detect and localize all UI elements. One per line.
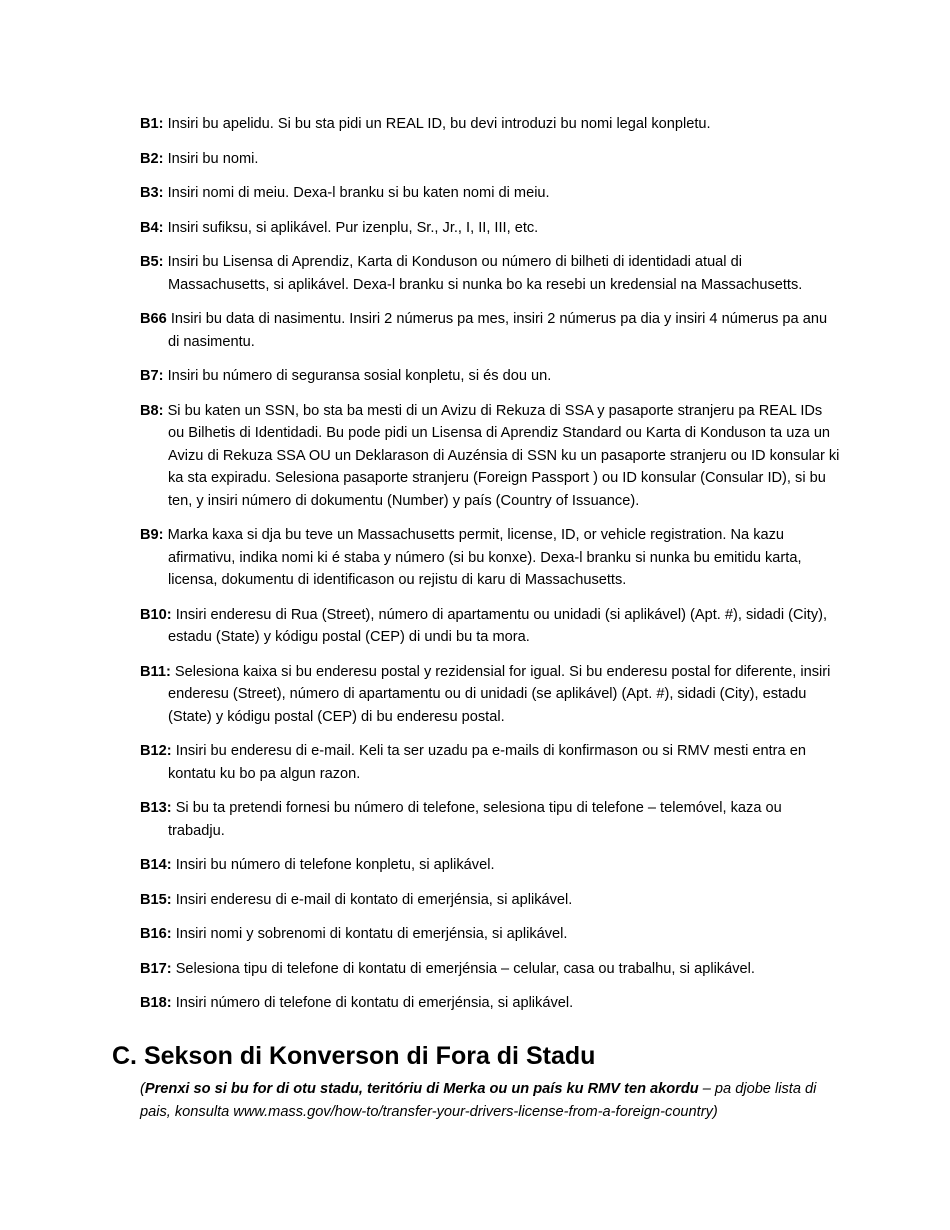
item-text: Insiri enderesu di Rua (Street), número di apartamentu ou unidadi (si aplikável) (Apt. #), sidadi (City), estadu (State) y kódigu postal (CEP) di undi bu ta mora.	[168, 606, 828, 645]
instruction-item	[140, 524, 840, 592]
item-code: B7:	[140, 368, 164, 384]
instruction-item	[140, 958, 840, 981]
item-text: Si bu katen un SSN, bo sta ba mesti di un Avizu di Rekuza di SSA y pasaporte stranjeru pa REAL IDs ou Bilhetis di Identidadi. Bu pode pidi un Lisensa di Aprendiz Standard ou Karta di Konduson ta uza un Avizu di Rekuza SSA OU un Deklarason di Auzénsia di SSN ku un pasaporte stranjeru ou ID konsular ki ka sta expiradu. Selesiona pasaporte stranjeru (Foreign Passport ) ou ID konsular (Consular ID), si bu ten, y insiri número di dokumentu (Number) y país (Country of Issuance).	[163, 402, 840, 509]
item-code: B9:	[140, 527, 164, 543]
item-code: B5:	[140, 254, 164, 270]
item-code: B15:	[140, 891, 172, 908]
item-text: Insiri bu Lisensa di Aprendiz, Karta di Konduson ou número di bilheti di identidadi atual di Massachusetts, si aplikável. Dexa-l branku si nunka bo ka resebi un kredensial na Massachusetts.	[163, 254, 803, 293]
item-text: Insiri bu número di seguransa sosial konpletu, si és dou un.	[163, 368, 552, 384]
instruction-item	[140, 740, 840, 785]
instruction-item	[140, 923, 840, 946]
item-text: Insiri número di telefone di kontatu di emerjénsia, si aplikável.	[171, 995, 574, 1011]
instruction-item	[140, 604, 840, 649]
item-text: Selesiona kaixa si bu enderesu postal y rezidensial for igual. Si bu enderesu postal for diferente, insiri enderesu (Street), número di apartamentu ou di unidadi (se aplikável) (Apt. #), sidadi (City), estadu (State) y kódigu postal (CEP) di bu enderesu postal.	[168, 663, 831, 725]
instruction-item	[140, 661, 840, 729]
item-text: Insiri sufiksu, si aplikável. Pur izenplu, Sr., Jr., I, II, III, etc.	[163, 219, 539, 236]
item-text: Si bu ta pretendi fornesi bu número di telefone, selesiona tipu di telefone – telemóvel, kaza ou trabadju.	[168, 800, 782, 839]
instruction-item	[140, 889, 840, 912]
section-c	[112, 1038, 852, 1123]
item-text: Insiri nomi di meiu. Dexa-l branku si bu katen nomi di meiu.	[163, 185, 550, 201]
instruction-item	[140, 797, 840, 842]
item-code: B17:	[140, 960, 172, 977]
item-code: B13:	[140, 800, 172, 816]
instruction-list	[140, 113, 840, 1027]
item-code: B12:	[140, 743, 172, 759]
instruction-item	[140, 308, 840, 353]
instruction-item	[140, 148, 840, 171]
item-code: B16:	[140, 926, 172, 942]
item-code: B10:	[140, 606, 172, 623]
item-text: Insiri nomi y sobrenomi di kontatu di emerjénsia, si aplikável.	[171, 926, 568, 942]
instruction-item	[140, 400, 840, 513]
instruction-item	[140, 992, 840, 1015]
instruction-item	[140, 251, 840, 296]
item-text: Insiri bu apelidu. Si bu sta pidi un REAL ID, bu devi introduzi bu nomi legal konpletu.	[163, 116, 711, 132]
item-text: Insiri enderesu di e-mail di kontato di emerjénsia, si aplikável.	[171, 891, 573, 908]
item-code: B11:	[140, 663, 171, 680]
item-code: B4:	[140, 219, 164, 236]
note-open-paren: (	[140, 1081, 145, 1097]
item-code: B66	[140, 311, 167, 327]
note-rest-text: – pa djobe lista di pais, konsulta www.mass.gov/how-to/transfer-your-drivers-license-from-a-foreign-country)	[140, 1081, 817, 1120]
item-code: B18:	[140, 995, 172, 1011]
item-code: B2:	[140, 150, 164, 167]
instruction-item	[140, 182, 840, 205]
section-note	[140, 1078, 840, 1123]
item-text: Marka kaxa si dja bu teve un Massachusetts permit, license, ID, or vehicle registration. Na kazu afirmativu, indika nomi ki é staba y número (si bu konxe). Dexa-l branku si nunka bu emitidu karta, licensa, dokumentu di identificason ou rejistu di karu di Massachusetts.	[163, 527, 802, 588]
item-text: Insiri bu enderesu di e-mail. Keli ta ser uzadu pa e-mails di konfirmason ou si RMV mesti entra en kontatu ku bo pa algun razon.	[168, 743, 806, 782]
instruction-item	[140, 854, 840, 877]
item-code: B14:	[140, 857, 172, 873]
item-text: Insiri bu data di nasimentu. Insiri 2 númerus pa mes, insiri 2 númerus pa dia y insiri 4 númerus pa anu di nasimentu.	[166, 311, 828, 350]
item-code: B3:	[140, 185, 164, 201]
item-text: Selesiona tipu di telefone di kontatu di emerjénsia – celular, casa ou trabalhu, si aplikável.	[171, 960, 755, 977]
item-code: B8:	[140, 402, 164, 419]
instruction-item	[140, 217, 840, 240]
instruction-item	[140, 365, 840, 388]
instruction-item	[140, 113, 840, 136]
section-title: C. Sekson di Konverson di Fora di Stadu	[112, 1042, 596, 1070]
note-bold-text: Prenxi so si bu for di otu stadu, teritóriu di Merka ou un país ku RMV ten akordu	[144, 1081, 699, 1097]
item-text: Insiri bu número di telefone konpletu, si aplikável.	[171, 857, 495, 873]
item-text: Insiri bu nomi.	[163, 150, 259, 167]
item-code: B1:	[140, 116, 164, 132]
